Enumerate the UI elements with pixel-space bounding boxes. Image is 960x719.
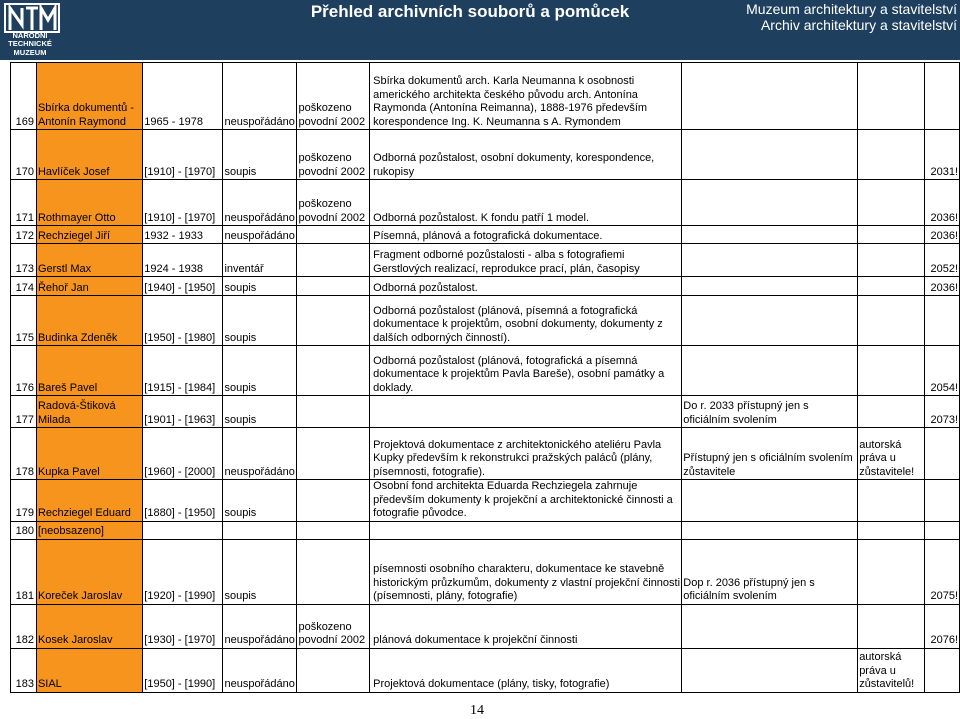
- rights-note: [858, 226, 925, 244]
- row-number: 179: [11, 480, 37, 522]
- row-number: 169: [11, 63, 37, 130]
- storage-code: [925, 521, 960, 539]
- rights-note: [858, 296, 925, 346]
- fonds-description: Sbírka dokumentů arch. Karla Neumanna k osobnosti amerického architekta českého původu arch. Antonína Raymonda (Antonína Reimanna), 1888-1976 především korespondence Ing. K. Neumanna s A. Rymondem: [370, 63, 682, 130]
- damage-note: [297, 480, 370, 522]
- table-row: [11, 63, 960, 130]
- fonds-description: [370, 521, 682, 539]
- access-note: [682, 130, 858, 180]
- damage-note: [297, 521, 370, 539]
- fonds-name: Kosek Jaroslav: [36, 604, 142, 648]
- rights-note: [858, 277, 925, 296]
- storage-code: 2076!: [925, 604, 960, 648]
- fonds-description: [370, 396, 682, 428]
- fonds-name: [neobsazeno]: [36, 521, 142, 539]
- row-number: 181: [11, 539, 37, 604]
- fonds-description: Odborná pozůstalost, osobní dokumenty, korespondence, rukopisy: [370, 130, 682, 180]
- fonds-name: Řehoř Jan: [36, 277, 142, 296]
- table-row: [11, 244, 960, 277]
- fonds-description: písemnosti osobního charakteru, dokumentace ke stavebně historickým průzkumům, dokumenty z vlastní projekční činnosti (písemnosti, plány, fotografie): [370, 539, 682, 604]
- damage-note: [297, 428, 370, 480]
- table-row: [11, 521, 960, 539]
- rights-note: [858, 396, 925, 428]
- date-range: 1932 - 1933: [143, 226, 223, 244]
- access-note: [682, 226, 858, 244]
- fonds-description: Projektová dokumentace z architektonického ateliéru Pavla Kupky především k rekonstrukci pražských paláců (plány, písemnosti, fotografie).: [370, 428, 682, 480]
- damage-note: [297, 396, 370, 428]
- table-row: [11, 480, 960, 522]
- storage-code: 2036!: [925, 180, 960, 226]
- row-number: 170: [11, 130, 37, 180]
- fonds-description: Fragment odborné pozůstalosti - alba s fotografiemi Gerstlových realizací, reprodukce prací, plán, časopisy: [370, 244, 682, 277]
- table-row: [11, 277, 960, 296]
- damage-note: poškozeno povodní 2002: [297, 130, 370, 180]
- fonds-name: Rothmayer Otto: [36, 180, 142, 226]
- row-number: 183: [11, 648, 37, 692]
- access-note: [682, 180, 858, 226]
- fonds-description: Projektová dokumentace (plány, tisky, fotografie): [370, 648, 682, 692]
- access-note: [682, 63, 858, 130]
- fonds-description: plánová dokumentace k projekční činnosti: [370, 604, 682, 648]
- row-number: 172: [11, 226, 37, 244]
- fonds-name: Koreček Jaroslav: [36, 539, 142, 604]
- museum-line-2: Archiv architektury a stavitelství: [760, 17, 957, 33]
- rights-note: [858, 480, 925, 522]
- access-note: [682, 244, 858, 277]
- table-row: [11, 180, 960, 226]
- date-range: [1915] - [1984]: [143, 346, 223, 396]
- rights-note: autorská práva u zůstavitelů!: [858, 648, 925, 692]
- fonds-name: Kupka Pavel: [36, 428, 142, 480]
- access-note: [682, 346, 858, 396]
- damage-note: [297, 277, 370, 296]
- museum-name: [746, 1, 957, 33]
- row-number: 173: [11, 244, 37, 277]
- processing-state: inventář: [223, 244, 297, 277]
- access-note: [682, 296, 858, 346]
- damage-note: poškozeno povodní 2002: [297, 604, 370, 648]
- date-range: [143, 521, 223, 539]
- table-row: [11, 604, 960, 648]
- date-range: [1940] - [1950]: [143, 277, 223, 296]
- table-row: [11, 346, 960, 396]
- fonds-name: Bareš Pavel: [36, 346, 142, 396]
- storage-code: [925, 480, 960, 522]
- logo-line: MUZEUM: [13, 47, 47, 57]
- table-row: [11, 539, 960, 604]
- processing-state: [223, 521, 297, 539]
- date-range: 1965 - 1978: [143, 63, 223, 130]
- damage-note: poškozeno povodní 2002: [297, 180, 370, 226]
- table-row: [11, 226, 960, 244]
- rights-note: [858, 180, 925, 226]
- processing-state: neuspořádáno: [223, 226, 297, 244]
- row-number: 182: [11, 604, 37, 648]
- logo-text: [0, 32, 60, 57]
- processing-state: neuspořádáno: [223, 63, 297, 130]
- processing-state: neuspořádáno: [223, 180, 297, 226]
- fonds-name: Havlíček Josef: [36, 130, 142, 180]
- damage-note: [297, 244, 370, 277]
- fonds-description: Odborná pozůstalost (plánová, písemná a fotografická dokumentace k projektům, osobní dokumenty, dokumenty z dalších odborných činností).: [370, 296, 682, 346]
- page-title: Přehled archivních souborů a pomůcek: [310, 2, 630, 21]
- processing-state: neuspořádáno: [223, 604, 297, 648]
- table-row: [11, 296, 960, 346]
- access-note: Přístupný jen s oficiálním svolením zůstavitele: [682, 428, 858, 480]
- date-range: [1930] - [1970]: [143, 604, 223, 648]
- rights-note: [858, 521, 925, 539]
- storage-code: 2052!: [925, 244, 960, 277]
- processing-state: soupis: [223, 539, 297, 604]
- date-range: [1910] - [1970]: [143, 180, 223, 226]
- access-note: [682, 480, 858, 522]
- table-row: [11, 428, 960, 480]
- rights-note: [858, 130, 925, 180]
- row-number: 177: [11, 396, 37, 428]
- access-note: [682, 277, 858, 296]
- processing-state: soupis: [223, 480, 297, 522]
- rights-note: autorská práva u zůstavitele!: [858, 428, 925, 480]
- row-number: 174: [11, 277, 37, 296]
- row-number: 171: [11, 180, 37, 226]
- date-range: [1880] - [1950]: [143, 480, 223, 522]
- processing-state: soupis: [223, 296, 297, 346]
- storage-code: 2054!: [925, 346, 960, 396]
- fonds-description: Odborná pozůstalost.: [370, 277, 682, 296]
- storage-code: 2073!: [925, 396, 960, 428]
- access-note: Dop r. 2036 přístupný jen s oficiálním svolením: [682, 539, 858, 604]
- rights-note: [858, 244, 925, 277]
- storage-code: [925, 63, 960, 130]
- table-row: [11, 648, 960, 692]
- rights-note: [858, 539, 925, 604]
- storage-code: 2031!: [925, 130, 960, 180]
- storage-code: 2036!: [925, 226, 960, 244]
- processing-state: neuspořádáno: [223, 428, 297, 480]
- page-header: [0, 0, 960, 60]
- damage-note: poškozeno povodní 2002: [297, 63, 370, 130]
- fonds-name: Rechziegel Eduard: [36, 480, 142, 522]
- storage-code: 2075!: [925, 539, 960, 604]
- fonds-name: Gerstl Max: [36, 244, 142, 277]
- fonds-name: Rechziegel Jiří: [36, 226, 142, 244]
- damage-note: [297, 648, 370, 692]
- museum-line-1: Muzeum architektury a stavitelství: [746, 1, 957, 17]
- date-range: [1901] - [1963]: [143, 396, 223, 428]
- logo-line: NÁRODNÍ: [12, 31, 48, 40]
- fonds-description: Osobní fond architekta Eduarda Rechziegela zahrnuje především dokumenty k projekční a architektonické činnosti a fotografie původce.: [370, 480, 682, 522]
- logo-line: TECHNICKÉ: [8, 39, 52, 49]
- row-number: 176: [11, 346, 37, 396]
- damage-note: [297, 539, 370, 604]
- fonds-description: Písemná, plánová a fotografická dokumentace.: [370, 226, 682, 244]
- processing-state: soupis: [223, 346, 297, 396]
- processing-state: soupis: [223, 130, 297, 180]
- storage-code: [925, 296, 960, 346]
- row-number: 180: [11, 521, 37, 539]
- page-number: 14: [470, 703, 484, 718]
- fonds-name: Sbírka dokumentů - Antonín Raymond: [36, 63, 142, 130]
- access-note: [682, 648, 858, 692]
- date-range: [1920] - [1990]: [143, 539, 223, 604]
- date-range: [1960] - [2000]: [143, 428, 223, 480]
- ntm-logo-icon: [4, 3, 60, 33]
- processing-state: neuspořádáno: [223, 648, 297, 692]
- damage-note: [297, 226, 370, 244]
- archive-table: [10, 62, 960, 693]
- fonds-name: Radová-Štiková Milada: [36, 396, 142, 428]
- processing-state: soupis: [223, 396, 297, 428]
- damage-note: [297, 346, 370, 396]
- row-number: 178: [11, 428, 37, 480]
- date-range: 1924 - 1938: [143, 244, 223, 277]
- fonds-description: Odborná pozůstalost (plánová, fotografická a písemná dokumentace k projektům Pavla Bareše), osobní památky a doklady.: [370, 346, 682, 396]
- rights-note: [858, 63, 925, 130]
- storage-code: [925, 428, 960, 480]
- fonds-description: Odborná pozůstalost. K fondu patří 1 model.: [370, 180, 682, 226]
- storage-code: 2036!: [925, 277, 960, 296]
- fonds-name: SIAL: [36, 648, 142, 692]
- table-row: [11, 396, 960, 428]
- damage-note: [297, 296, 370, 346]
- date-range: [1950] - [1990]: [143, 648, 223, 692]
- fonds-name: Budinka Zdeněk: [36, 296, 142, 346]
- processing-state: soupis: [223, 277, 297, 296]
- access-note: [682, 604, 858, 648]
- storage-code: [925, 648, 960, 692]
- access-note: [682, 521, 858, 539]
- rights-note: [858, 346, 925, 396]
- date-range: [1910] - [1970]: [143, 130, 223, 180]
- row-number: 175: [11, 296, 37, 346]
- rights-note: [858, 604, 925, 648]
- date-range: [1950] - [1980]: [143, 296, 223, 346]
- access-note: Do r. 2033 přístupný jen s oficiálním svolením: [682, 396, 858, 428]
- table-row: [11, 130, 960, 180]
